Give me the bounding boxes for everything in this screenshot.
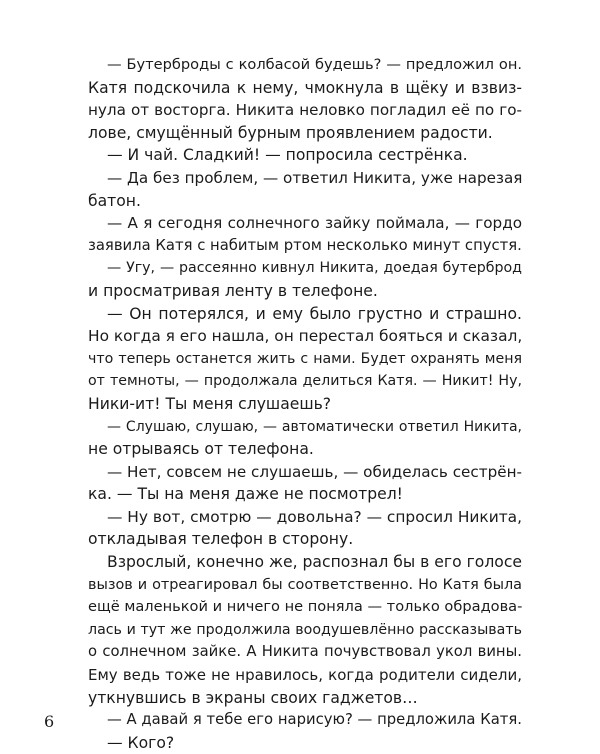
text-line: — А давай я тебе его нарисую? — предложила Катя. <box>107 711 522 729</box>
text-line: лась и тут же продолжила воодушевлённо рассказывать <box>88 621 522 638</box>
text-line: — Да без проблем, — ответил Никита, уже нарезая <box>107 168 523 187</box>
text-line: — И чай. Сладкий! — попросила сестрёнка. <box>107 146 468 165</box>
text-line: уткнувшись в экраны своих гаджетов… <box>88 688 418 707</box>
body-text <box>88 54 522 754</box>
text-line: заявила Катя с набитым ртом несколько минут спустя. <box>88 236 522 254</box>
text-line: нула от восторга. Никита неловко погладил её по го- <box>88 101 522 120</box>
text-line: откладывая телефон в сторону. <box>88 530 354 549</box>
text-line: Но когда я его нашла, он перестал бояться и сказал, <box>88 327 523 346</box>
text-line: батон. <box>88 191 141 210</box>
text-line: — Кого? <box>107 733 175 752</box>
text-line: не отрываясь от телефона. <box>88 440 314 459</box>
text-line: — Слушаю, слушаю, — автоматически ответил Никита, <box>107 418 522 435</box>
page-number: 6 <box>44 712 55 731</box>
text-line: от темноты, — продолжала делиться Катя. — Никит! Ну, <box>88 373 522 390</box>
text-line: — Бутерброды с колбасой будешь? — предложил он. <box>107 56 522 73</box>
text-line: о солнечном зайке. А Никита почувствовал укол вины. <box>88 643 522 661</box>
text-line: Ему ведь тоже не нравилось, когда родители сидели, <box>88 666 522 685</box>
text-line: ещё маленькой и ничего не поняла — только обрадова- <box>88 598 523 616</box>
text-line: вызов и отреагировал бы соответственно. Но Катя была <box>88 576 522 593</box>
text-line: — Угу, — рассеянно кивнул Никита, доедая бутерброд <box>107 260 522 277</box>
text-line: что теперь останется жить с нами. Будет охранять меня <box>88 350 522 367</box>
text-line: и просматривая ленту в телефоне. <box>88 281 378 300</box>
text-line: Ники-ит! Ты меня слушаешь? <box>88 394 332 413</box>
text-line: — Он потерялся, и ему было грустно и страшно. <box>107 304 522 323</box>
text-line: — А я сегодня солнечного зайку поймала, — гордо <box>107 214 522 233</box>
text-line: ка. — Ты на меня даже не посмотрел! <box>88 485 403 504</box>
text-line: — Ну вот, смотрю — довольна? — спросил Никита, <box>107 507 522 526</box>
text-line: лове, смущённый бурным проявлением радости. <box>88 123 493 142</box>
text-line: — Нет, совсем не слушаешь, — обиделась сестрён- <box>107 462 522 481</box>
text-line: Взрослый, конечно же, распознал бы в его голосе <box>107 553 522 572</box>
text-line: Катя подскочила к нему, чмокнула в щёку и взвиз- <box>88 78 522 97</box>
